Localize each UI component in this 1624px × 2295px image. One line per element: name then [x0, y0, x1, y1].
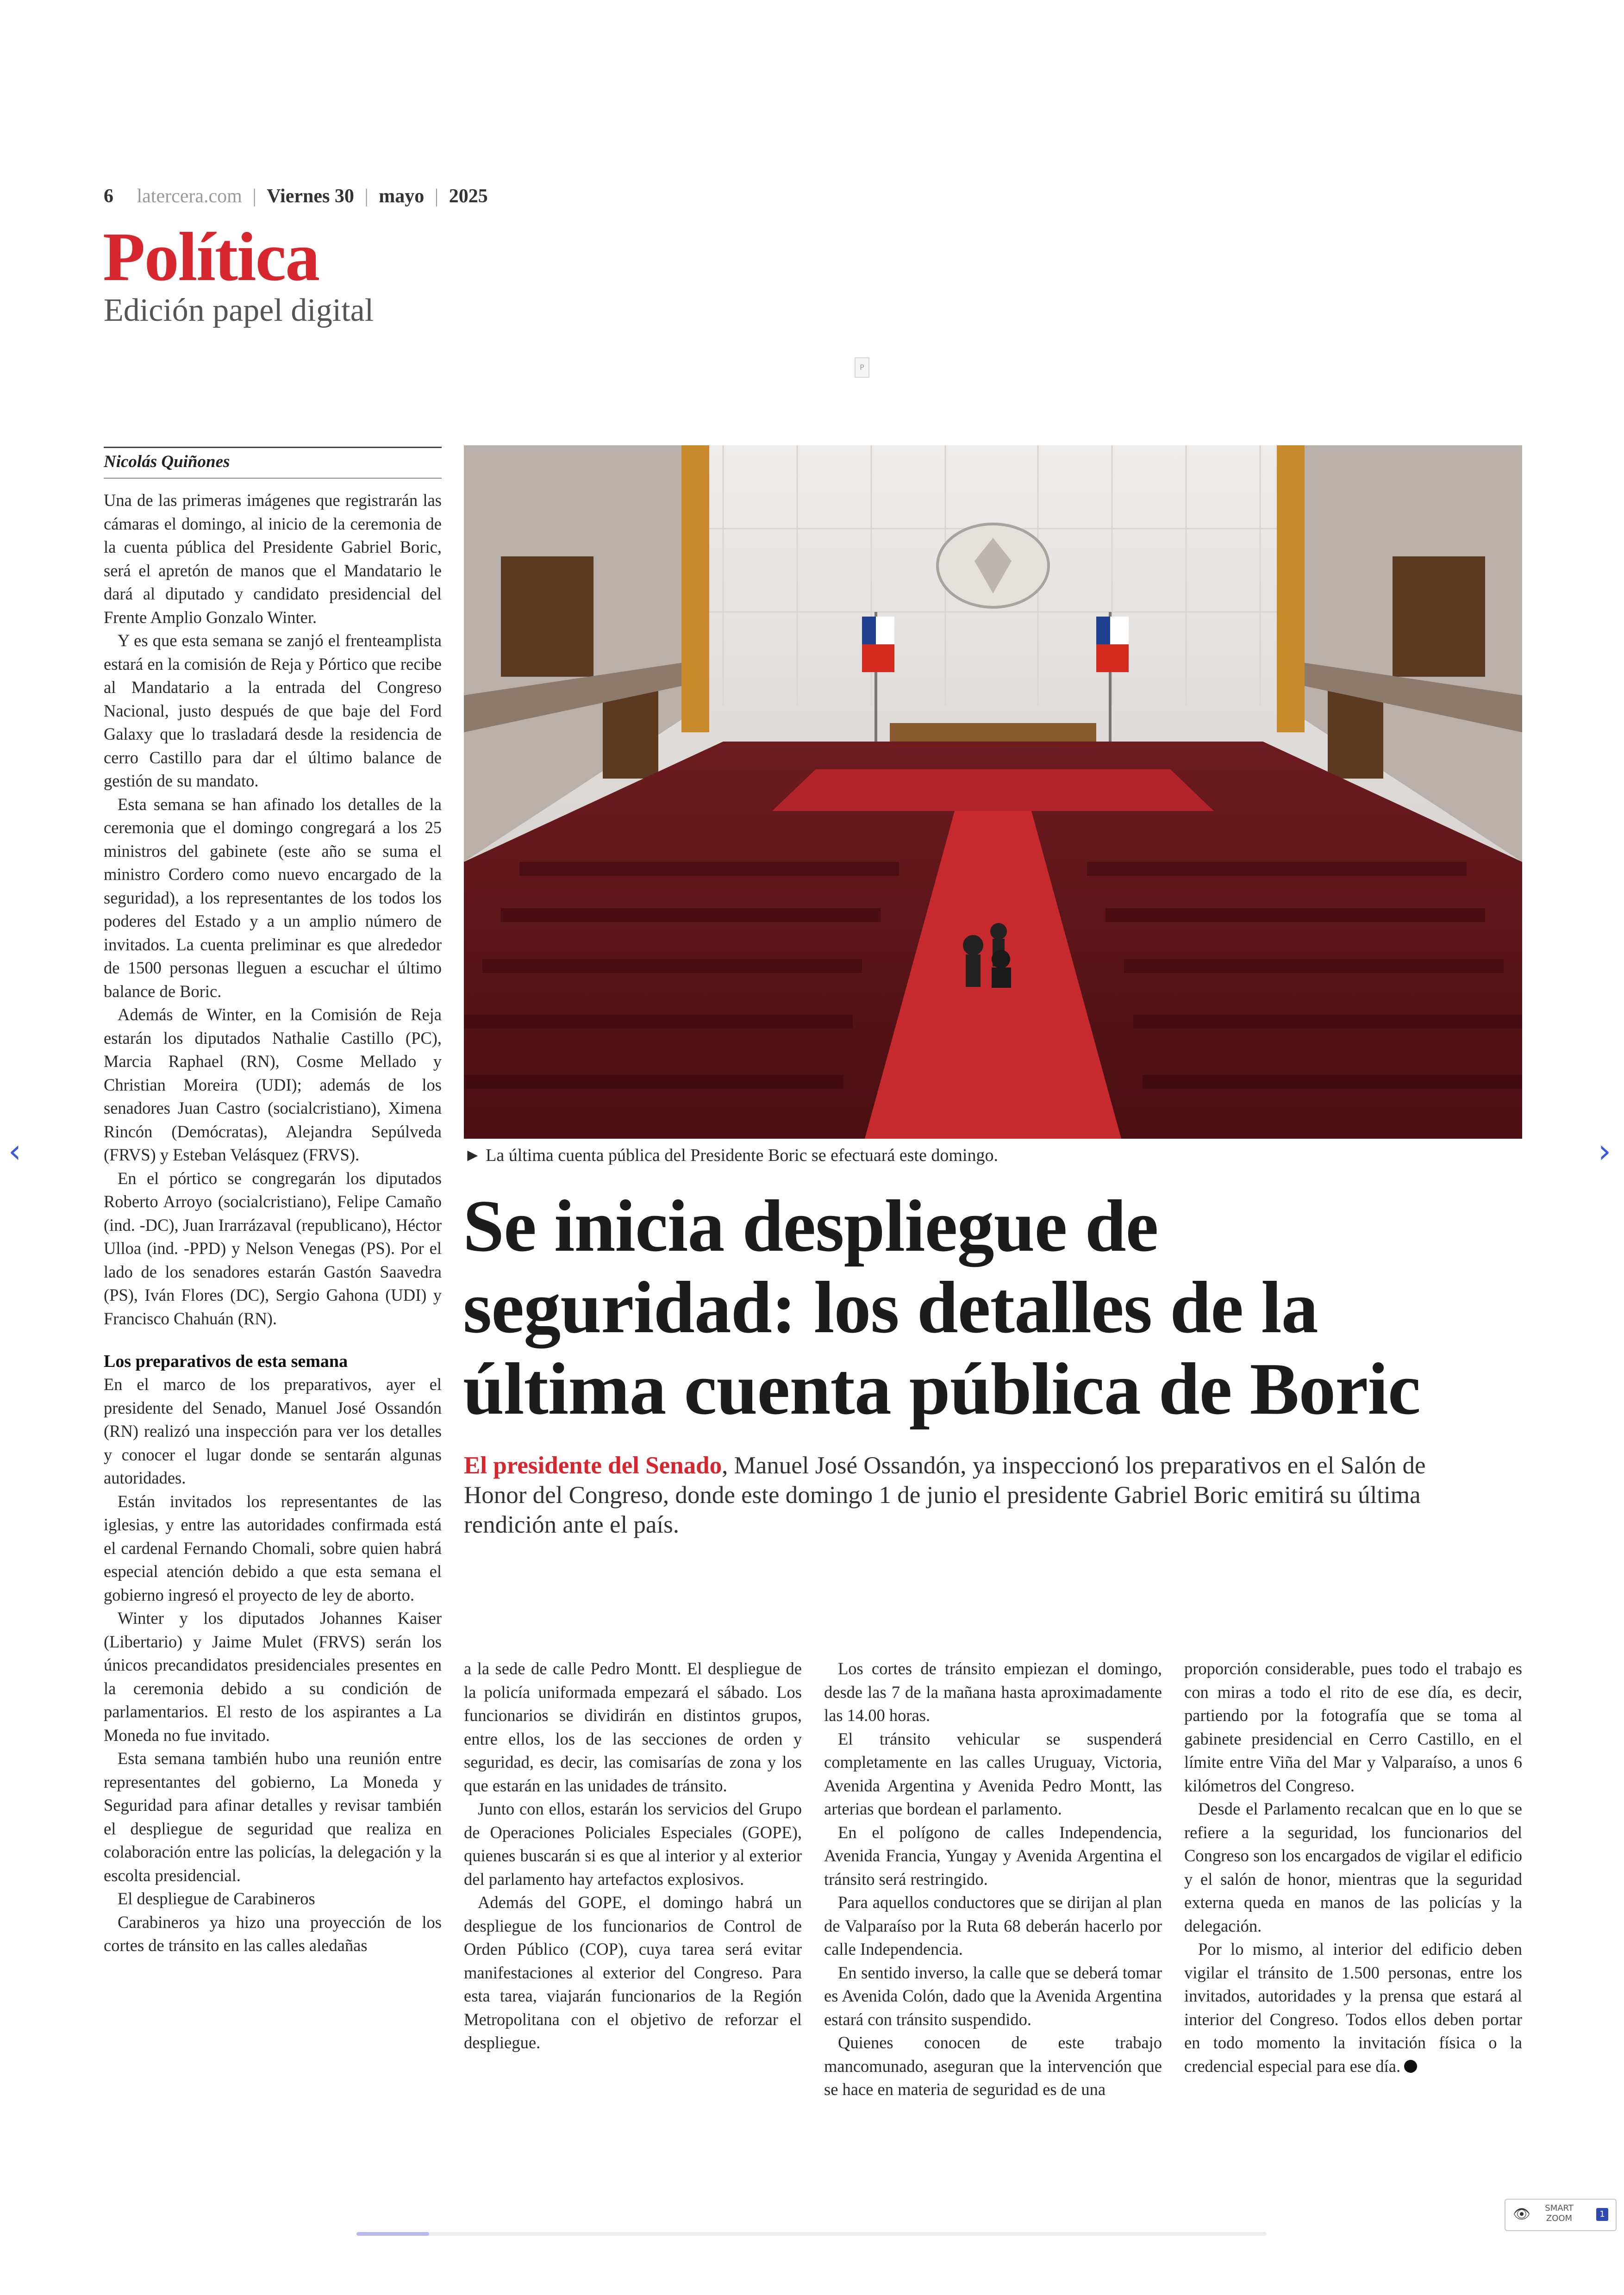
paragraph: a la sede de calle Pedro Montt. El despliegue de la policía uniformada empezará el sábado. Los funcionarios se dividirán en distintos grupos, entre ellos, los de las secciones de orden y seguridad, es decir, las comisarías de zona y los que estarán en las unidades de tránsito.	[464, 1659, 802, 1795]
article-column-3	[824, 1657, 1162, 2102]
congress-chamber-photo[interactable]	[464, 445, 1522, 1139]
paragraph: Carabineros ya hizo una proyección de los cortes de tránsito en las calles aledañas	[104, 1912, 442, 1955]
section-title: Política	[103, 218, 319, 295]
paragraph: Junto con ellos, estarán los servicios del Grupo de Operaciones Policiales Especiales (GOPE), quienes buscarán si es que al interior y al exterior del parlamento hay artefactos explosivos.	[464, 1799, 802, 1889]
article-column-1	[104, 489, 442, 1958]
paragraph: En el marco de los preparativos, ayer el presidente del Senado, Manuel José Ossandón (RN) realizó una inspección para ver los detalles y conocer el lugar donde se sentarán algunas autoridades.	[104, 1375, 442, 1487]
paragraph: Winter y los diputados Johannes Kaiser (Libertario) y Jaime Mulet (FRVS) serán los únicos precandidatos presidenciales presentes en la ceremonia debido a su condición de parlamentarios. El resto de los aspirantes a La Moneda no fue invitado.	[104, 1609, 442, 1745]
headline	[463, 1185, 1528, 1429]
lead-kicker: El presidente del Senado	[464, 1452, 722, 1479]
paragraph-text: Por lo mismo, al interior del edificio deben vigilar el tránsito de 1.500 personas, entre los invitados, autoridades y la prensa que estará al interior del Congreso. Todos ellos deben portar en todo momento la invitación física o la credencial especial para ese día.	[1184, 1940, 1522, 2076]
byline-rule	[104, 447, 442, 448]
date-day: Viernes 30	[267, 186, 354, 207]
separator: |	[252, 186, 256, 207]
paragraph: En el polígono de calles Independencia, Avenida Francia, Yungay y Avenida Argentina el tránsito será restringido.	[824, 1822, 1162, 1889]
zoom-page-badge: 1	[1596, 2208, 1608, 2221]
paragraph: Para aquellos conductores que se dirijan al plan de Valparaíso por la Ruta 68 deberán hacerlo por calle Independencia.	[824, 1893, 1162, 1958]
paragraph: Además del GOPE, el domingo habrá un despliegue de los funcionarios de Control de Orden Público (COP), cuya tarea será evitar manifestaciones al exterior del Congreso. Para esta tarea, viajarán funcionarios de la Región Metropolitana con el objetivo de reforzar el despliegue.	[464, 1893, 802, 2052]
smart-zoom-label: SMART ZOOM	[1545, 2203, 1574, 2223]
headline-line: seguridad: los detalles de la	[463, 1266, 1318, 1348]
chamber-illustration	[464, 445, 1522, 1139]
byline: Nicolás Quiñones	[104, 452, 230, 471]
page-progress-fill	[356, 2232, 429, 2236]
paragraph: Esta semana también hubo una reunión entre representantes del gobierno, La Moneda y Seguridad para afinar detalles y revisar también el despliegue de seguridad que realiza en colaboración entre las policías, la delegación y la escolta presidencial.	[104, 1749, 442, 1885]
paragraph: En el pórtico se congregarán los diputados Roberto Arroyo (socialcristiano), Felipe Camaño (ind. -DC), Juan Irarrázaval (republicano), Héctor Ulloa (ind. -PPD) y Nelson Venegas (PS). Por el lado de los senadores estarán Gastón Saavedra (PS), Iván Flores (DC), Sergio Gahona (UDI) y Francisco Chahuán (RN).	[104, 1168, 442, 1328]
date-month: mayo	[379, 186, 425, 207]
paragraph: proporción considerable, pues todo el trabajo es con miras a todo el rito de ese día, es decir, partiendo por la fotografía que se toma al gabinete presidencial en Cerro Castillo, en el límite entre Viña del Mar y Valparaíso, a unos 6 kilómetros del Congreso.	[1184, 1659, 1522, 1795]
article-column-4	[1184, 1657, 1522, 2078]
article-column-2	[464, 1657, 802, 2055]
page-toggle-chip[interactable]: P	[855, 357, 869, 378]
paragraph: Están invitados los representantes de las iglesias, y entre las autoridades confirmada está el cardenal Fernando Chomali, sobre quien habrá especial atención debido a que esta semana el gobierno ingresó el proyecto de ley de aborto.	[104, 1491, 442, 1604]
headline-line: Se inicia despliegue de	[463, 1185, 1158, 1267]
paragraph: Quienes conocen de este trabajo mancomunado, aseguran que la intervención que se hace en materia de seguridad es de una	[824, 2033, 1162, 2099]
paragraph	[1184, 1938, 1522, 2078]
date-year: 2025	[449, 186, 488, 207]
next-page-arrow-icon[interactable]: ›	[1598, 1132, 1611, 1170]
article-lead	[464, 1451, 1482, 1540]
headline-line: última cuenta pública de Boric	[463, 1347, 1420, 1430]
coat-of-arms	[937, 524, 1049, 607]
lead-text: , Manuel José Ossandón, ya inspeccionó los preparativos en el Salón de Honor del Congreso, donde este domingo 1 de junio el presidente Gabriel Boric emitirá su última rendición ante el país.	[464, 1452, 1426, 1538]
end-mark-icon	[1404, 2060, 1417, 2073]
site-name[interactable]: latercera.com	[137, 186, 242, 207]
paragraph: Desde el Parlamento recalcan que en lo que se refiere a la seguridad, los funcionarios del Congreso son los encargados de vigilar el edificio y el salón de honor, mientras que la seguridad externa queda en manos de las policías y la delegación.	[1184, 1799, 1522, 1935]
eye-icon: 👁	[1513, 2206, 1531, 2222]
paragraph: Los cortes de tránsito empiezan el domingo, desde las 7 de la mañana hasta aproximadamente las 14.00 horas.	[824, 1659, 1162, 1725]
byline-rule	[104, 478, 442, 479]
separator: |	[364, 186, 369, 207]
paragraph: En sentido inverso, la calle que se deberá tomar es Avenida Colón, dado que la Avenida Argentina estará con tránsito suspendido.	[824, 1963, 1162, 2029]
page-header	[104, 185, 488, 207]
edition-subtitle: Edición papel digital	[104, 293, 374, 328]
paragraph: El tránsito vehicular se suspenderá completamente en las calles Uruguay, Victoria, Avenida Argentina y Avenida Pedro Montt, las arterias que bordean el parlamento.	[824, 1729, 1162, 1818]
photo-caption: ► La última cuenta pública del Presidente Boric se efectuará este domingo.	[464, 1146, 998, 1165]
subheading: Los preparativos de esta semana	[104, 1352, 348, 1371]
paragraph: Y es que esta semana se zanjó el frenteamplista estará en la comisión de Reja y Pórtico que recibe al Mandatario a la entrada del Congreso Nacional, justo después de que baje del Ford Galaxy que lo trasladará desde la residencia de cerro Castillo para dar el último balance de gestión de su mandato.	[104, 631, 442, 790]
inline-subheading: El despliegue de Carabineros	[118, 1889, 315, 1908]
smart-zoom-button[interactable]	[1505, 2199, 1617, 2231]
page-progress-bar[interactable]	[356, 2232, 1267, 2236]
separator: |	[434, 186, 439, 207]
page-number: 6	[104, 186, 113, 207]
previous-page-arrow-icon[interactable]: ‹	[8, 1132, 21, 1170]
paragraph: Esta semana se han afinado los detalles de la ceremonia que el domingo congregará a los 25 ministros del gabinete (este año se suma el ministro Cordero como nuevo encargado de la seguridad), a los representantes de los todos los poderes del Estado y a un amplio número de invitados. La cuenta preliminar es que alrededor de 1500 personas lleguen a escuchar el último balance de Boric.	[104, 794, 442, 1001]
paragraph: Además de Winter, en la Comisión de Reja estarán los diputados Nathalie Castillo (PC), Marcia Raphael (RN), Cosme Mellado y Christian Moreira (UDI); además de los senadores Juan Castro (socialcristiano), Ximena Rincón (Demócratas), Alejandra Sepúlveda (FRVS) y Esteban Velásquez (FRVS).	[104, 1005, 442, 1164]
paragraph: Una de las primeras imágenes que registrarán las cámaras el domingo, al inicio de la ceremonia de la cuenta pública del Presidente Gabriel Boric, será el apretón de manos que el Mandatario le dará al diputado y candidato presidencial del Frente Amplio Gonzalo Winter.	[104, 491, 442, 627]
